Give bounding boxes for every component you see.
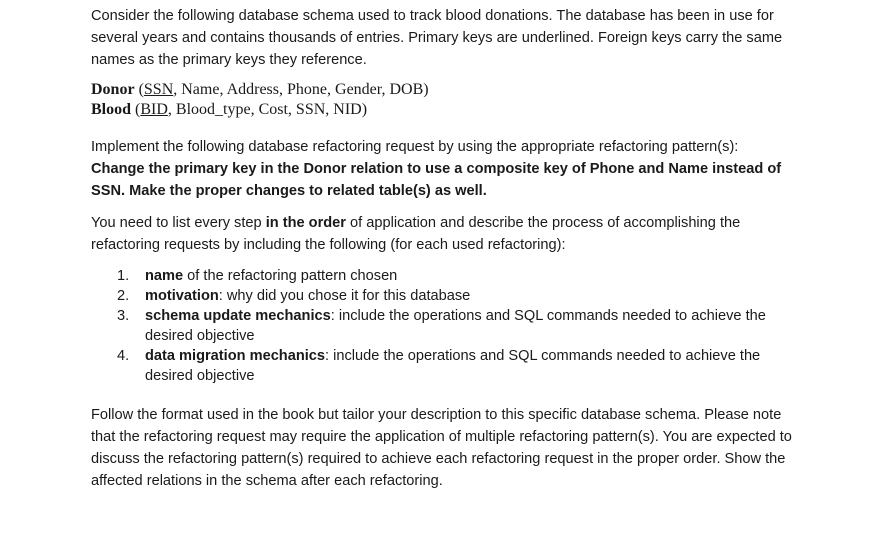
list-number: 2. (117, 288, 130, 304)
list-text: : include the operations and SQL commands needed to achieve the desired objective (145, 308, 766, 344)
list-number: 4. (117, 348, 130, 364)
list-item (91, 346, 803, 386)
list-item (91, 306, 803, 346)
list-item (91, 266, 803, 286)
donor-open-paren: ( (134, 81, 144, 98)
request-intro: Implement the following database refactoring request by using the appropriate refactoring pattern(s): (91, 139, 739, 155)
list-term: name (145, 268, 184, 284)
refactoring-request (91, 136, 803, 202)
listing-post: of application and describe the process of accomplishing the refactoring requests by including the following (for each used refactoring): (91, 215, 741, 253)
list-number: 1. (117, 268, 130, 284)
list-text: : include the operations and SQL commands needed to achieve the desired objective (145, 348, 761, 384)
request-statement: Change the primary key in the Donor relation to use a composite key of Phone and Name instead of SSN. Make the proper changes to related table(s) as well. (91, 161, 782, 199)
listing-pre: You need to list every step (91, 215, 266, 231)
list-number: 3. (117, 308, 130, 324)
schema-block (91, 80, 803, 120)
list-text: of the refactoring pattern chosen (183, 268, 398, 284)
blood-open-paren: ( (131, 101, 141, 118)
list-term: schema update mechanics (145, 308, 331, 324)
list-term: data migration mechanics (145, 348, 326, 364)
list-term: motivation (145, 288, 219, 304)
blood-relation (91, 100, 803, 120)
document-page (91, 5, 803, 492)
list-item (91, 286, 803, 306)
list-text: : why did you chose it for this database (218, 288, 471, 304)
blood-primary-key: BID (140, 101, 168, 118)
steps-list (91, 266, 803, 386)
intro-paragraph: Consider the following database schema used to track blood donations. The database has been in use for several years and contains thousands of entries. Primary keys are underlined. Foreign keys carry the same names as the primary keys they reference. (91, 8, 783, 68)
follow-paragraph: Follow the format used in the book but tailor your description to this specific database schema. Please note that the refactoring request may require the application of multiple refactoring pattern(s). You are expected to discuss the refactoring pattern(s) required to achieve each refactoring request in the proper order. Show the affected relations in the schema after each refactoring. (91, 407, 792, 489)
donor-relation-name: Donor (91, 81, 135, 98)
donor-primary-key: SSN (143, 81, 174, 98)
blood-relation-name: Blood (91, 101, 132, 118)
listing-instructions (91, 212, 803, 256)
donor-relation (91, 80, 803, 100)
blood-attributes: , Blood_type, Cost, SSN, NID) (167, 101, 368, 118)
donor-attributes: , Name, Address, Phone, Gender, DOB) (173, 81, 429, 98)
listing-emphasis: in the order (265, 215, 346, 231)
